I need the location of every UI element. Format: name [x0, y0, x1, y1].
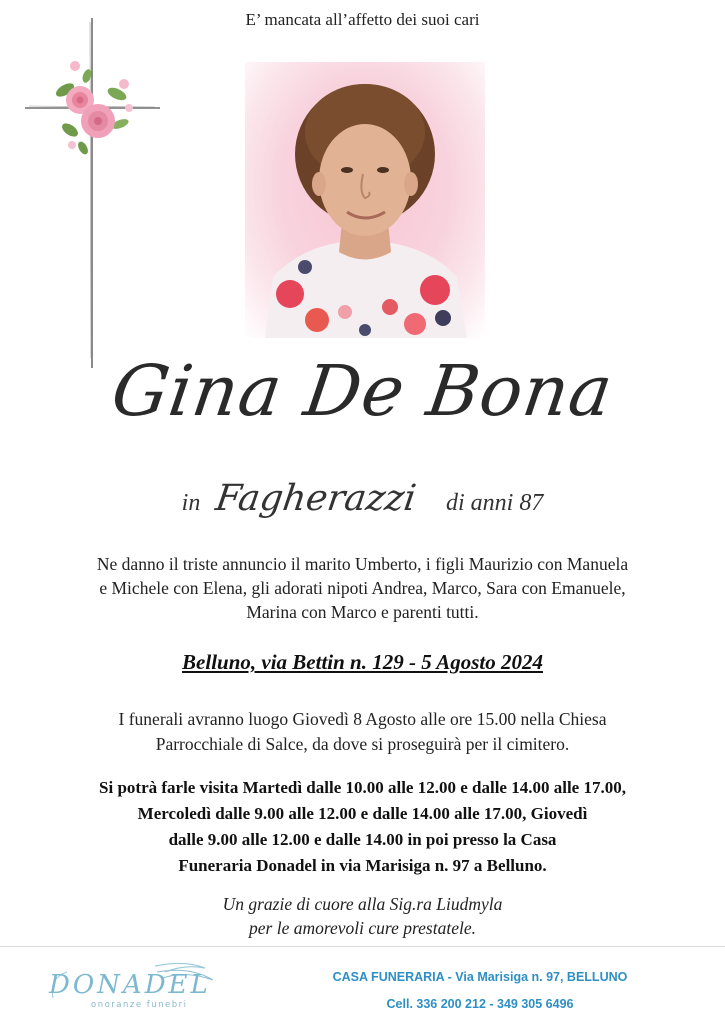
- logo-tagline: onoranze funebri: [91, 1000, 188, 1010]
- place-date: Belluno, via Bettin n. 129 - 5 Agosto 2024: [182, 650, 543, 674]
- donadel-logo: [45, 958, 225, 1016]
- visit-line: dalle 9.00 alle 12.00 e dalle 14.00 in poi presso la Casa: [168, 830, 557, 849]
- announcement-text: [30, 552, 695, 624]
- married-name-age-line: [0, 478, 725, 519]
- funeral-info: [40, 707, 685, 757]
- married-prefix: in: [181, 490, 201, 516]
- announcement-line: Marina con Marco e parenti tutti.: [246, 602, 479, 622]
- logo-brand: DONADEL: [49, 970, 211, 1000]
- thanks-text: [0, 892, 725, 940]
- funeral-home-phones: Cell. 336 200 212 - 349 305 6496: [386, 997, 574, 1011]
- footer-divider: [0, 946, 725, 947]
- visit-line: Funeraria Donadel in via Marisiga n. 97 a Belluno.: [178, 856, 547, 875]
- age-text: di anni 87: [445, 490, 544, 516]
- contact-info: [300, 964, 660, 1018]
- announcement-line: e Michele con Elena, gli adorati nipoti Andrea, Marco, Sara con Emanuele,: [99, 578, 626, 598]
- funeral-line: I funerali avranno luogo Giovedì 8 Agosto alle ore 15.00 nella Chiesa: [118, 709, 607, 729]
- deceased-name: Gina De Bona: [106, 350, 619, 432]
- thanks-line: per le amorevoli cure prestatele.: [249, 918, 476, 938]
- thanks-line: Un grazie di cuore alla Sig.ra Liudmyla: [222, 894, 503, 914]
- intro-text: E’ mancata all’affetto dei suoi cari: [245, 10, 480, 29]
- visit-line: Si potrà farle visita Martedì dalle 10.00 alle 12.00 e dalle 14.00 alle 17.00,: [99, 778, 626, 797]
- visit-line: Mercoledì dalle 9.00 alle 12.00 e dalle 14.00 alle 17.00, Giovedì: [137, 804, 588, 823]
- funeral-home-address: CASA FUNERARIA - Via Marisiga n. 97, BELLUNO: [332, 970, 628, 984]
- married-name: Fagherazzi: [213, 478, 419, 519]
- announcement-line: Ne danno il triste annuncio il marito Umberto, i figli Maurizio con Manuela: [96, 554, 629, 574]
- funeral-line: Parrocchiale di Salce, da dove si proseguirà per il cimitero.: [155, 734, 570, 754]
- visit-hours: [25, 775, 700, 879]
- portrait-photo: [245, 62, 485, 338]
- cross-with-roses-icon: [25, 18, 165, 368]
